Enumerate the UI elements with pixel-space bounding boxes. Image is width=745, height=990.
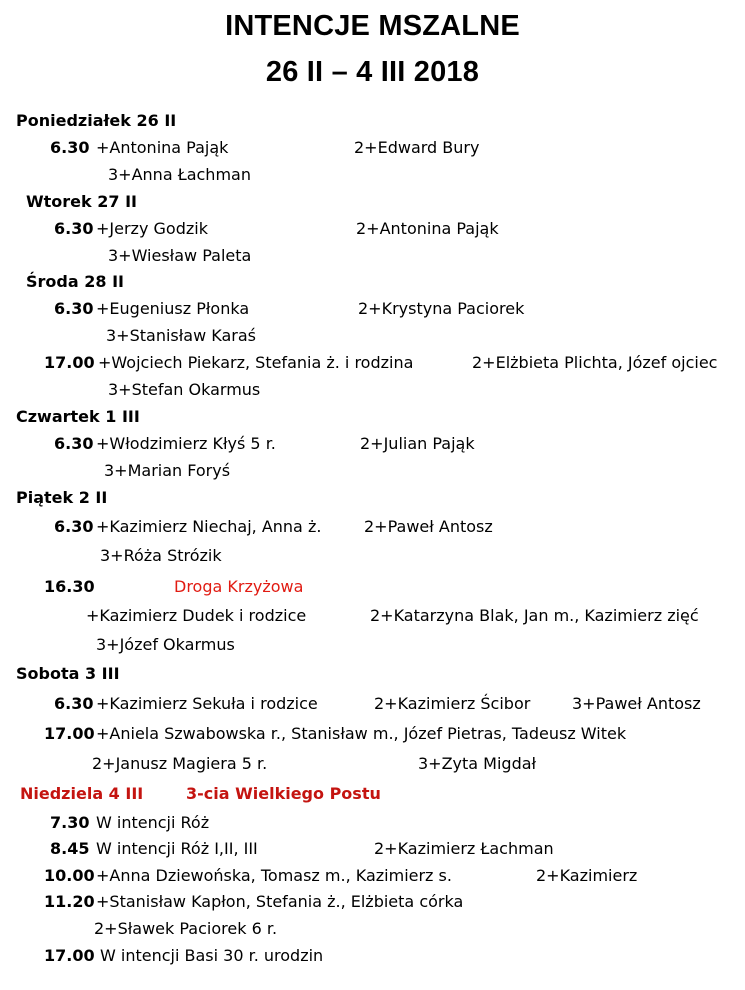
mass-time: 6.30 (54, 517, 94, 536)
mass-row (0, 838, 745, 862)
intention: +Kazimierz Niechaj, Anna ż. (96, 517, 322, 536)
mass-row (0, 433, 745, 457)
mass-time: 7.30 (50, 813, 90, 832)
day-header-sunday (0, 783, 745, 807)
mass-row (0, 298, 745, 322)
mass-time: 11.20 (44, 892, 95, 911)
mass-time: 6.30 (54, 694, 94, 713)
intention: 2+Paweł Antosz (364, 517, 493, 536)
mass-row (0, 723, 745, 747)
intention: +Antonina Pająk (96, 138, 229, 157)
intention: 2+Julian Pająk (360, 434, 475, 453)
day-label: Piątek 2 II (16, 488, 108, 507)
mass-row (0, 460, 745, 484)
intention: 2+Kazimierz Łachman (374, 839, 554, 858)
day-header-friday (0, 487, 745, 511)
mass-row (0, 245, 745, 269)
intention: +Aniela Szwabowska r., Stanisław m., Józef Pietras, Tadeusz Witek (96, 724, 627, 743)
mass-time: 6.30 (54, 219, 94, 238)
date-range: 26 II – 4 III 2018 (265, 56, 480, 88)
day-header-monday (0, 110, 745, 134)
mass-row (0, 945, 745, 969)
intention: 3+Anna Łachman (108, 165, 251, 184)
intention: 3+Józef Okarmus (96, 635, 235, 654)
intention: +Kazimierz Dudek i rodzice (86, 606, 307, 625)
day-label: Niedziela 4 III (20, 784, 144, 803)
mass-row (0, 379, 745, 403)
mass-time: 8.45 (50, 839, 90, 858)
mass-row (0, 218, 745, 242)
mass-time: 6.30 (54, 434, 94, 453)
intention: 2+Kazimierz Ścibor (374, 694, 531, 713)
mass-time: 6.30 (54, 299, 94, 318)
intention: +Stanisław Kapłon, Stefania ż., Elżbieta córka (96, 892, 464, 911)
intention: 2+Elżbieta Plichta, Józef ojciec (472, 353, 718, 372)
intention: 2+Kazimierz (536, 866, 638, 885)
mass-time: 17.00 (44, 724, 95, 743)
intention: 3+Marian Foryś (104, 461, 231, 480)
mass-row (0, 325, 745, 349)
mass-row (0, 753, 745, 777)
intention: 3+Zyta Migdał (418, 754, 537, 773)
intention: 2+Sławek Paciorek 6 r. (94, 919, 278, 938)
intention: 2+Antonina Pająk (356, 219, 499, 238)
day-header-tuesday (0, 191, 745, 215)
mass-row (0, 576, 745, 600)
liturgical-note: 3-cia Wielkiego Postu (186, 784, 381, 803)
intention: +Jerzy Godzik (96, 219, 208, 238)
mass-time: 10.00 (44, 866, 95, 885)
intention: 2+Janusz Magiera 5 r. (92, 754, 268, 773)
mass-row (0, 634, 745, 658)
mass-row (0, 545, 745, 569)
mass-row (0, 352, 745, 376)
day-header-saturday (0, 663, 745, 687)
stations-of-cross-label: Droga Krzyżowa (174, 577, 304, 596)
mass-time: 17.00 (44, 353, 95, 372)
intention: 3+Paweł Antosz (572, 694, 701, 713)
mass-row (0, 865, 745, 889)
intention: 3+Wiesław Paleta (108, 246, 252, 265)
mass-row (0, 137, 745, 161)
mass-time: 16.30 (44, 577, 95, 596)
intention: +Eugeniusz Płonka (96, 299, 250, 318)
page-title: INTENCJE MSZALNE (225, 10, 520, 42)
mass-row (0, 516, 745, 540)
mass-time: 17.00 (44, 946, 95, 965)
intention: 2+Katarzyna Blak, Jan m., Kazimierz zięć (370, 606, 699, 625)
day-label: Środa 28 II (26, 272, 124, 291)
mass-row (0, 891, 745, 915)
intention: W intencji Basi 30 r. urodzin (100, 946, 324, 965)
intention: 2+Edward Bury (354, 138, 480, 157)
day-label: Czwartek 1 III (16, 407, 140, 426)
mass-row (0, 918, 745, 942)
day-label: Wtorek 27 II (26, 192, 137, 211)
mass-time: 6.30 (50, 138, 90, 157)
intention: 3+Róża Strózik (100, 546, 222, 565)
mass-row (0, 812, 745, 836)
intention: 3+Stefan Okarmus (108, 380, 261, 399)
intention: 2+Krystyna Paciorek (358, 299, 525, 318)
intention: +Kazimierz Sekuła i rodzice (96, 694, 318, 713)
intention: +Wojciech Piekarz, Stefania ż. i rodzina (98, 353, 414, 372)
intention: +Włodzimierz Kłyś 5 r. (96, 434, 276, 453)
day-header-thursday (0, 406, 745, 430)
day-header-wednesday (0, 271, 745, 295)
day-label: Poniedziałek 26 II (16, 111, 177, 130)
intention: +Anna Dziewońska, Tomasz m., Kazimierz s. (96, 866, 452, 885)
intention: W intencji Róż (96, 813, 210, 832)
mass-row (0, 164, 745, 188)
mass-row (0, 605, 745, 629)
mass-row (0, 693, 745, 717)
intention: W intencji Róż I,II, III (96, 839, 258, 858)
day-label: Sobota 3 III (16, 664, 120, 683)
intention: 3+Stanisław Karaś (106, 326, 256, 345)
